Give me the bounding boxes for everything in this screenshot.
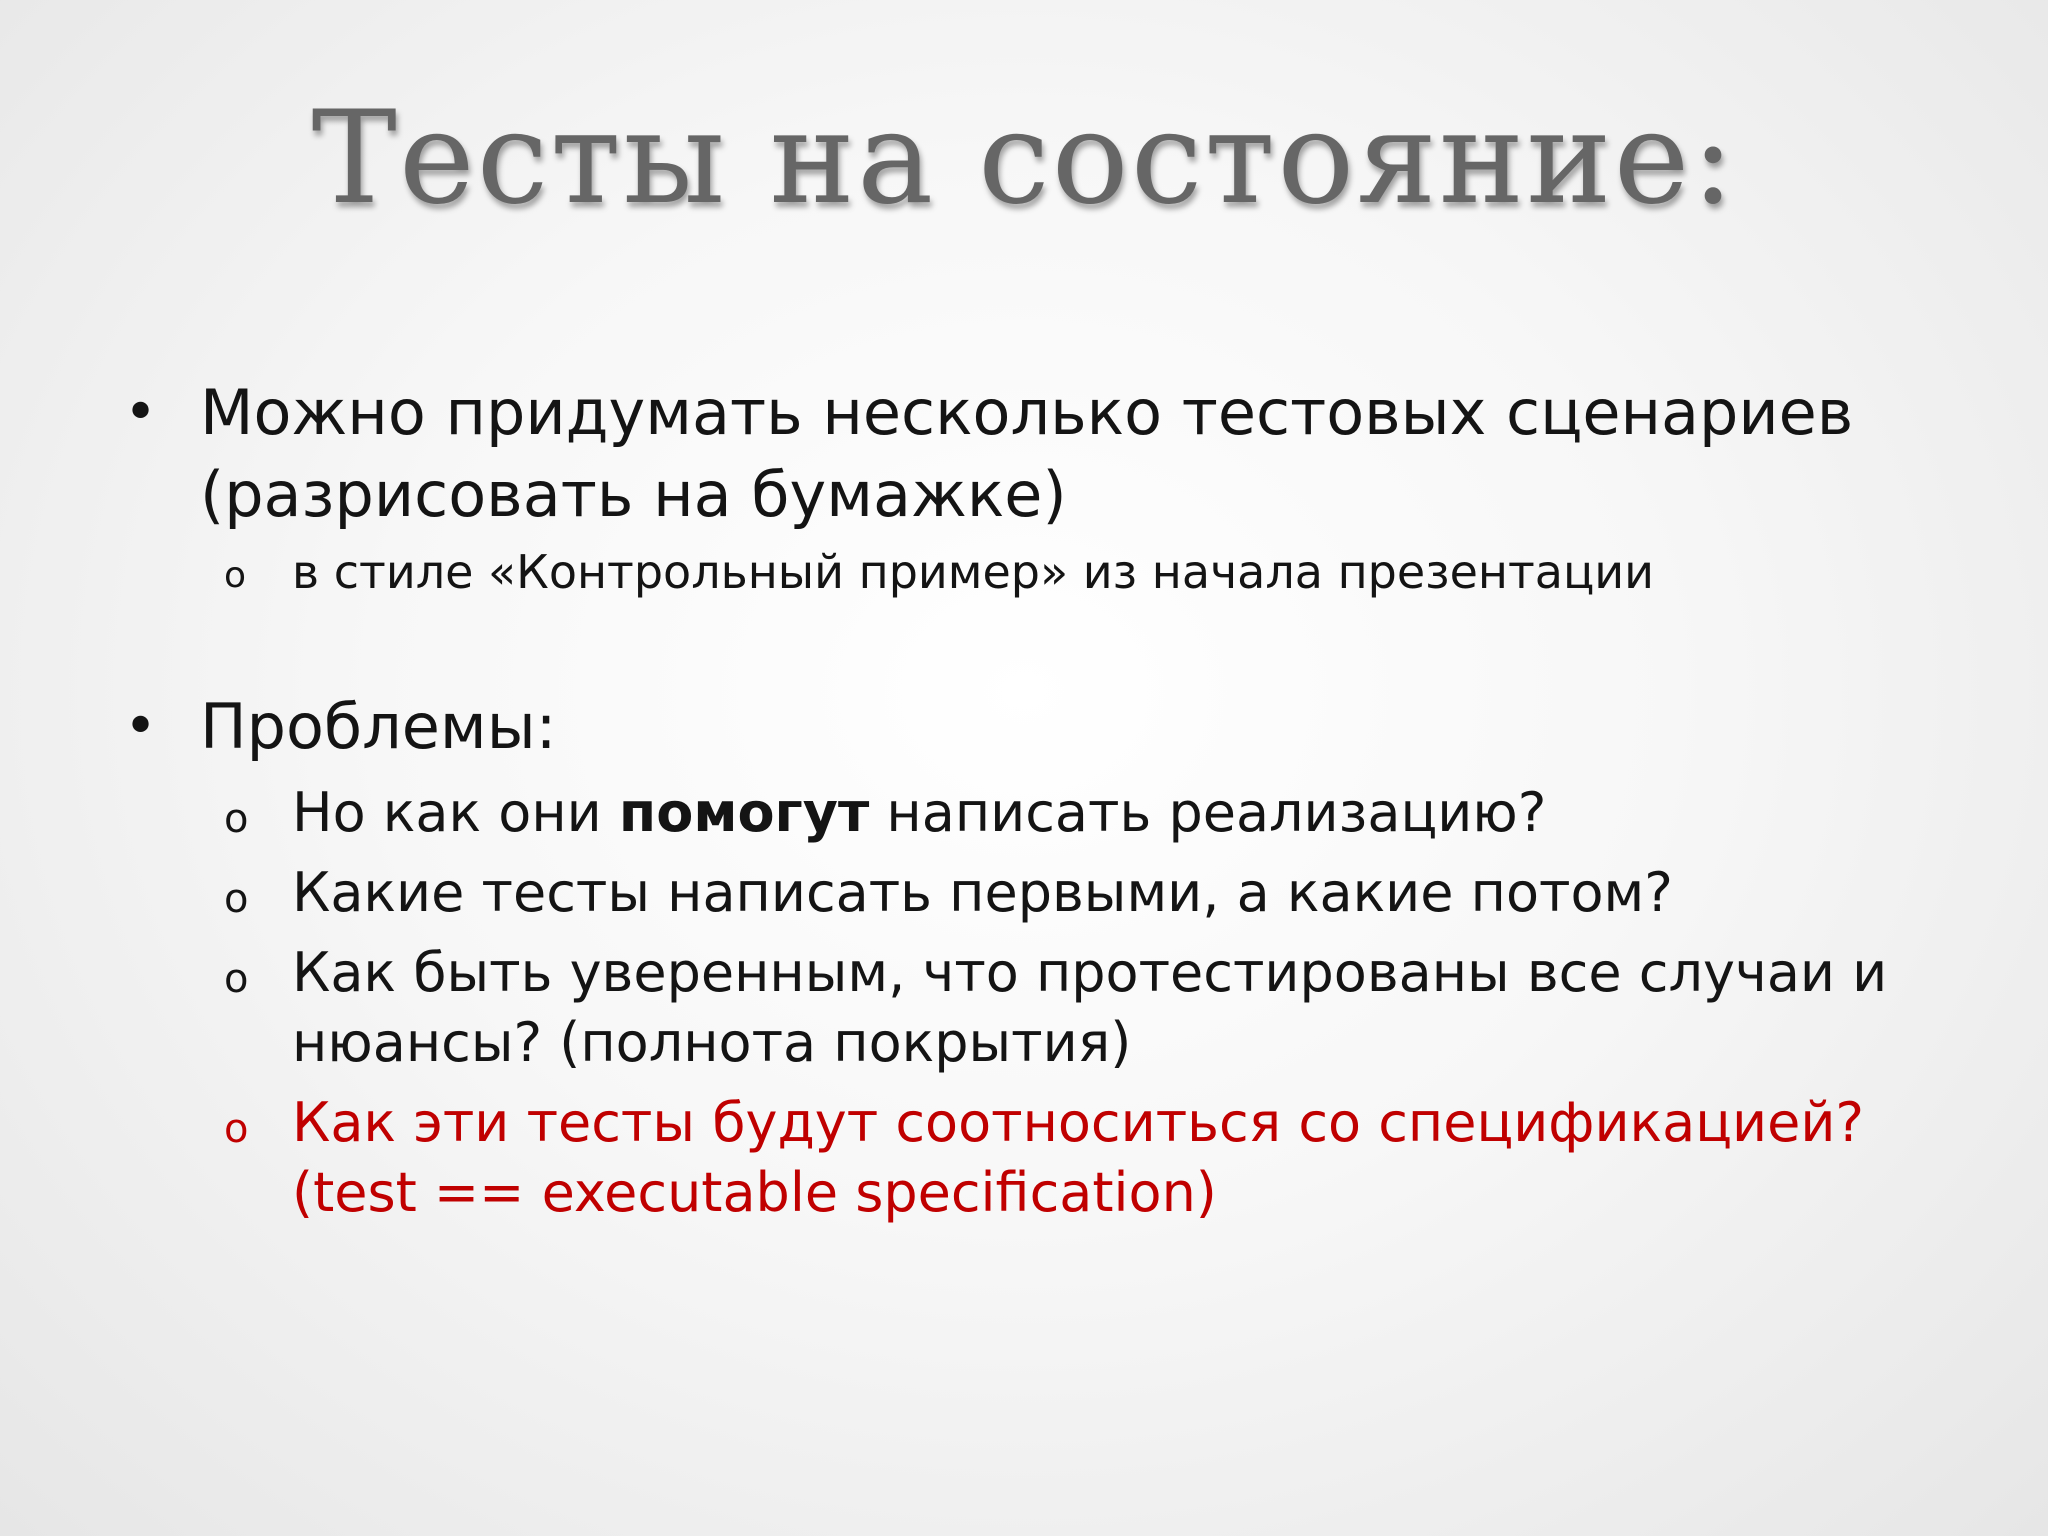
bullet-list: [120, 372, 1920, 1228]
sub-bullet-bold-text: помогут: [618, 781, 870, 844]
sub-bullet-item: [120, 778, 1920, 848]
slide-title: Тесты на состояние:: [311, 84, 1737, 233]
sub-bullet-text-after: написать реализацию?: [869, 781, 1547, 844]
sub-bullet-text: в стиле «Контрольный пример» из начала презентации: [292, 545, 1655, 599]
sub-bullet-item: [120, 540, 1920, 604]
sub-bullet-item: [120, 938, 1920, 1078]
bullet-item-2: [120, 686, 1920, 768]
sub-bullet-marker: o: [224, 555, 247, 596]
sub-bullet-marker: o: [224, 796, 249, 842]
bullet-text: Проблемы:: [200, 690, 557, 763]
bullet-marker: •: [124, 380, 158, 445]
sub-bullet-marker: o: [224, 1106, 249, 1152]
sub-bullet-marker: o: [224, 956, 249, 1002]
sub-bullet-text: Какие тесты написать первыми, а какие потом?: [292, 861, 1673, 924]
sub-bullet-item: [120, 858, 1920, 928]
sub-bullet-text-before: Но как они: [292, 781, 619, 844]
sub-bullet-text: Как быть уверенным, что протестированы все случаи и нюансы? (полнота покрытия): [292, 941, 1888, 1074]
sub-bullet-item-highlighted: [120, 1088, 1920, 1228]
sub-bullet-marker: o: [224, 876, 249, 922]
bullet-item-1: [120, 372, 1920, 536]
bullet-marker: •: [124, 694, 158, 759]
bullet-text: Можно придумать несколько тестовых сценариев (разрисовать на бумажке): [200, 376, 1854, 531]
sub-bullet-text: Как эти тесты будут соотноситься со спецификацией? (test == executable specification): [292, 1091, 1865, 1224]
